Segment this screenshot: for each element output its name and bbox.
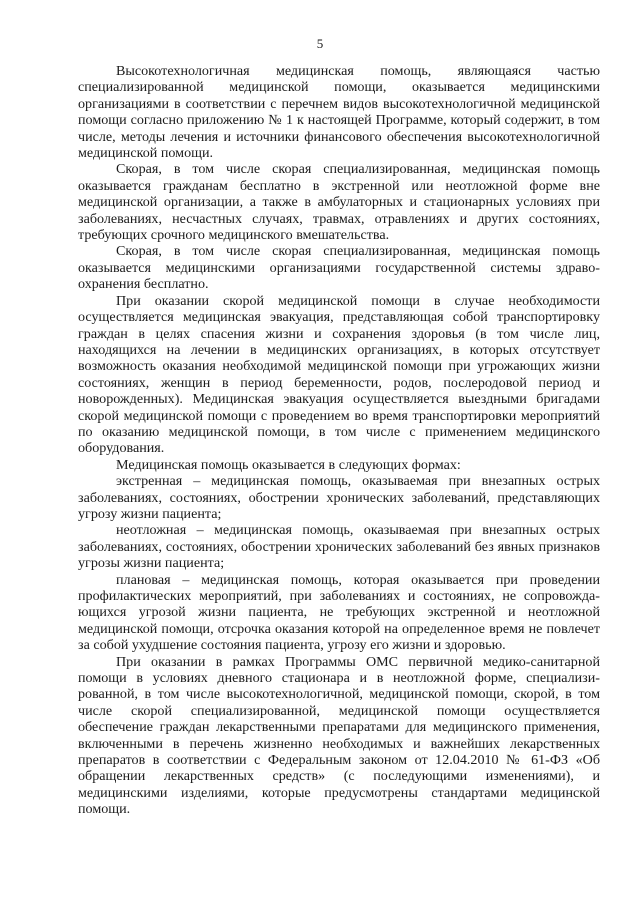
paragraph-drug-provision: При оказании в рамках Программы ОМС первичной медико-санитарной помощи в условиях дневного стационара и в неотложной форме, специализированной, в том числе высокотехнологичной, медицинской помощи, скорой, в том числе скорой специализированной, медицинской помощи осуществляется обеспечение граждан лекарственными препаратами для медицинского применения, включенными в перечень жизненно необходимых и важнейших лекарственных препаратов в соответствии с Федеральным законом от 12.04.2010 № 61-ФЗ «Об обращении лекарственных средств» (с последующими изменениями), и медицинскими изделиями, которые предусмотрены стандартами медицинской помощи.: [78, 653, 600, 818]
paragraph-form-non-urgent: неотложная – медицинская помощь, оказываемая при внезапных острых заболеваниях, состояниях, обострении хронических заболеваний без явных признаков угрозы жизни пациента;: [78, 522, 600, 572]
page-number: 5: [316, 36, 324, 51]
paragraph-high-tech-care: Высокотехнологичная медицинская помощь, являющаяся частью специализированной медицинской помощи, оказывается медицинскими организациями в соответствии с перечнем видов высокотехнологичной медицинской помощи согласно приложению № 1 к настоящей Программе, который содержит, в том числе, методы лечения и источники финансового обеспечения высокотехнологичной медицинской помощи.: [78, 63, 600, 162]
paragraph-emergency-care-free: Скорая, в том числе скорая специализированная, медицинская помощь оказывается медицинскими организациями государственной системы здравоохранения бесплатно.: [78, 243, 600, 293]
document-body: [78, 63, 600, 818]
paragraph-form-urgent: экстренная – медицинская помощь, оказываемая при внезапных острых заболеваниях, состояниях, обострении хронических заболеваний, представляющих угрозу жизни пациента;: [78, 473, 600, 522]
paragraph-emergency-care: Скорая, в том числе скорая специализированная, медицинская помощь оказывается гражданам бесплатно в экстренной или неотложной форме вне медицинской организации, а также в амбулаторных и стационарных условиях при заболеваниях, несчастных случаях, травмах, отравлениях и других состояниях, требующих срочного медицинского вмешательства.: [78, 161, 600, 244]
paragraph-care-forms-intro: Медицинская помощь оказывается в следующих формах:: [116, 456, 461, 473]
paragraph-medical-evacuation: При оказании скорой медицинской помощи в случае необходимости осуществляется медицинская эвакуация, представляющая собой транспортировку граждан в целях спасения жизни и сохранения здоровья (в том числе лиц, находящихся на лечении в медицинских организациях, в которых отсутствует возможность оказания необходимой медицинской помощи при угрожающих жизни состояниях, женщин в период беременности, родов, послеродовой период и новорожденных). Медицинская эвакуация осуществляется выездными бригадами скорой медицинской помощи с проведением во время транспортировки мероприятий по оказанию медицинской помощи, в том числе с применением медицинского оборудования.: [78, 292, 600, 457]
paragraph-form-planned: плановая – медицинская помощь, которая оказывается при проведении профилактических мероприятий, при заболеваниях и состояниях, не сопровождающихся угрозой жизни пациента, не требующих экстренной и неотложной медицинской помощи, отсрочка оказания которой на определенное время не повлечет за собой ухудшение состояния пациента, угрозу его жизни и здоровью.: [78, 571, 600, 654]
